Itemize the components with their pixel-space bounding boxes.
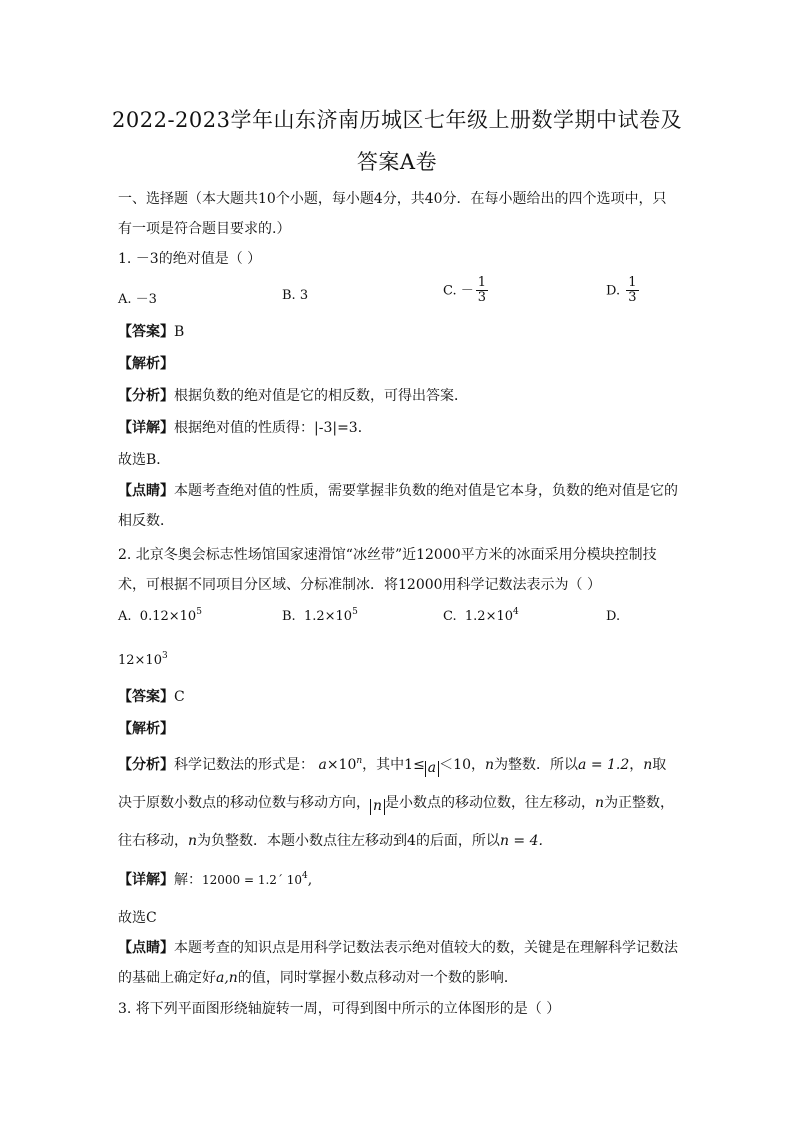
- var-n: n: [188, 833, 198, 849]
- answer-tag: 【答案】: [118, 324, 174, 340]
- answer-value: B: [174, 324, 185, 340]
- dianjing-text: 的值，同时掌握小数点移动对一个数的影响．: [237, 970, 518, 986]
- q2-option-a: [118, 609, 202, 624]
- answer-tag: 【答案】: [118, 689, 174, 705]
- answer-value: C: [174, 689, 185, 705]
- q1-option-c: [443, 276, 488, 306]
- q1-option-d: [606, 276, 639, 306]
- q2-analysis-tag: 【解析】: [118, 721, 174, 737]
- dianjing-text: 本题考查绝对值的性质，需要掌握非负数的绝对值是它本身，负数的绝对值是它的: [174, 483, 678, 499]
- n-equals: n = 4.: [499, 833, 543, 849]
- q2-answer: [118, 686, 185, 706]
- q1-dianjing-line2: 相反数．: [118, 513, 174, 529]
- fenxi-text: 为正整数，: [604, 795, 675, 811]
- abs-n: n: [370, 799, 385, 815]
- q1-answer: [118, 321, 184, 341]
- xiangjie-tag: 【详解】: [118, 872, 174, 888]
- fenxi-text: 是小数点的移动位数，往左移动，: [385, 795, 596, 811]
- option-exponent: 4: [513, 607, 519, 617]
- q2-fenxi-line3: [118, 830, 543, 850]
- q1-option-a: A. －3: [118, 292, 157, 307]
- option-label: A.: [118, 609, 132, 624]
- fenxi-text: 决于原数小数点的移动位数与移动方向，: [118, 795, 370, 811]
- q2-fenxi-line2: [118, 792, 674, 815]
- xiangjie-exponent: 4: [302, 871, 308, 881]
- q2-xiangjie: [118, 869, 312, 889]
- formula-n: n: [356, 756, 363, 766]
- q1-choose: 故选B．: [118, 452, 171, 468]
- fraction-numerator: 1: [477, 275, 487, 290]
- q1-xiangjie: [118, 417, 372, 437]
- fraction-denominator: 3: [477, 290, 487, 306]
- xiangjie-text: ,: [307, 872, 313, 888]
- a-equals: a = 1.2: [578, 757, 630, 773]
- xiangjie-tag: 【详解】: [118, 420, 174, 436]
- fenxi-text: ＜10，: [439, 757, 485, 773]
- option-base: 0.12×10: [139, 609, 197, 624]
- q1-option-c-prefix: C. －: [443, 283, 474, 299]
- q1-fenxi: [118, 385, 468, 405]
- fenxi-text: 为负整数．本题小数点往左移动到4的后面，所以: [197, 833, 500, 849]
- xiangjie-formula: 12000 = 1.2´ 10: [202, 873, 303, 887]
- option-base: 1.2×10: [303, 609, 353, 624]
- q1-option-c-fraction: [476, 276, 488, 306]
- q2-option-d: [118, 653, 168, 668]
- q2-dianjing-line2: [118, 967, 518, 987]
- abs-a: a: [425, 761, 439, 777]
- q2-option-b: [282, 609, 358, 624]
- section-heading-line2: 有一项是符合题目要求的.）: [118, 221, 291, 237]
- fenxi-text: ，: [629, 757, 644, 773]
- q2-choose: 故选C: [118, 910, 157, 926]
- q3-stem: 3. 将下列平面图形绕轴旋转一周，可得到图中所示的立体图形的是（ ）: [118, 1001, 561, 1017]
- fenxi-text: 往右移动，: [118, 833, 188, 849]
- option-label: C.: [443, 609, 457, 624]
- fenxi-tag: 【分析】: [118, 757, 174, 773]
- fenxi-text: ，其中1≤: [362, 757, 425, 773]
- xiangjie-text: 解：: [174, 872, 202, 888]
- option-base: 12×10: [118, 653, 162, 668]
- q2-option-c: [443, 609, 519, 624]
- fraction-denominator: 3: [628, 290, 637, 306]
- option-exponent: 3: [161, 651, 168, 661]
- document-title-line2: 答案A卷: [356, 150, 438, 174]
- dianjing-text: 本题考查的知识点是用科学记数法表示绝对值较大的数，关键是在理解科学记数法: [174, 940, 678, 956]
- option-exponent: 5: [196, 607, 202, 617]
- dianjing-tag: 【点睛】: [118, 940, 174, 956]
- q2-stem-line2: 术，可根据不同项目分区域、分标准制冰．将12000用科学记数法表示为（ ）: [118, 577, 601, 593]
- fenxi-text: 取: [652, 757, 667, 773]
- formula-a: a: [318, 757, 327, 773]
- q1-dianjing-line1: [118, 480, 678, 500]
- q2-fenxi-line1: [118, 754, 666, 777]
- q1-option-d-fraction: [626, 276, 638, 306]
- var-n: n: [595, 795, 605, 811]
- q2-dianjing-line1: [118, 937, 678, 957]
- var-n: n: [643, 757, 653, 773]
- option-label: B.: [282, 609, 296, 624]
- fenxi-text: 科学记数法的形式是：: [174, 757, 314, 773]
- dianjing-text: 的基础上确定好: [118, 970, 216, 986]
- option-exponent: 5: [352, 607, 358, 617]
- q1-option-b: B. 3: [282, 288, 309, 303]
- q2-stem-line1: 2. 北京冬奥会标志性场馆国家速滑馆“冰丝带”近12000平方米的冰面采用分模块控制技: [118, 547, 657, 563]
- fenxi-text: 为整数．所以: [494, 757, 579, 773]
- q1-stem: 1. －3的绝对值是（ ）: [118, 251, 262, 267]
- document-title-line1: 2022-2023学年山东济南历城区七年级上册数学期中试卷及: [112, 108, 682, 132]
- option-base: 1.2×10: [464, 609, 513, 624]
- section-heading-line1: 一、选择题（本大题共10个小题，每小题4分，共40分．在每小题给出的四个选项中，只: [118, 191, 667, 207]
- dianjing-vars: a,n: [216, 970, 238, 986]
- fraction-numerator: 1: [628, 275, 637, 290]
- dianjing-tag: 【点睛】: [118, 483, 174, 499]
- xiangjie-text: 根据绝对值的性质得：|-3|=3．: [174, 420, 372, 436]
- fenxi-tag: 【分析】: [118, 388, 174, 404]
- fenxi-text: 根据负数的绝对值是它的相反数，可得出答案．: [174, 388, 468, 404]
- formula-times: ×10: [326, 757, 357, 773]
- q2-option-d-label: D.: [606, 609, 621, 624]
- q1-option-d-prefix: D.: [606, 283, 625, 299]
- q1-analysis-tag: 【解析】: [118, 356, 174, 372]
- var-n: n: [484, 757, 495, 773]
